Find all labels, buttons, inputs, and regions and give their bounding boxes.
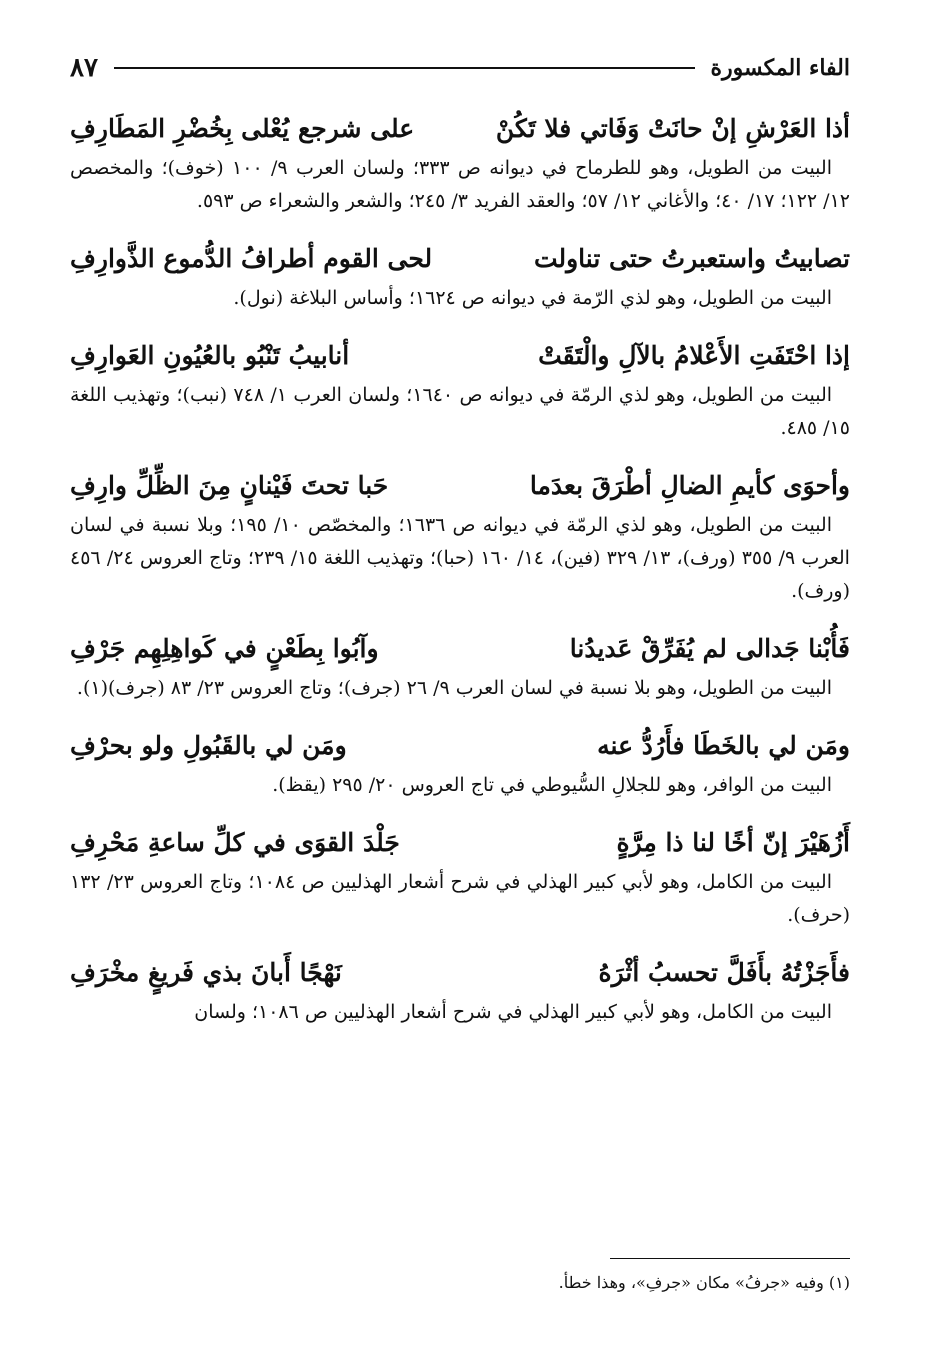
verse-entry (70, 333, 850, 445)
hemistich-second: حَبا تحتَ فَيْنانٍ مِنَ الظِّلِّ وارِفِ (70, 471, 389, 500)
verse-entry (70, 236, 850, 315)
verse-entry (70, 463, 850, 608)
verse (70, 463, 850, 509)
hemistich-first: ومَن لي بالخَطَا فأَرُدُّ عنه (597, 731, 850, 760)
hemistich-second: نَهْجًا أَبانَ بذي فَريغٍ مخْرَفِ (70, 958, 342, 987)
verse-source-note: البيت من الطويل، وهو للطرماح في ديوانه ص ٣٣٣؛ ولسان العرب ٩/ ١٠٠ (خوف)؛ والمخصص ١٢/ ١٢٢؛ ١٧/ ٤٠؛ والأغاني ١٢/ ٥٧؛ والعقد الفريد ٣/ ٢٤٥؛ والشعر والشعراء ص ٥٩٣. (70, 157, 850, 212)
verse (70, 626, 850, 672)
hemistich-second: أنابيبُ تَنْبُو بالعُيُونِ العَوارِفِ (70, 341, 350, 370)
hemistich-second: لحى القوم أطرافُ الدُّموع الذَّوارِفِ (70, 244, 433, 273)
hemistich-first: فَأُبْنا جَدالى لم يُفَرِّقْ عَديدُنا (569, 634, 850, 663)
verse (70, 333, 850, 379)
verse (70, 723, 850, 769)
verse (70, 820, 850, 866)
hemistich-first: أَزُهَيْرَ إنّ أخًا لنا ذا مِرَّةٍ (616, 828, 850, 857)
verse-source-note: البيت من الطويل، وهو لذي الرّمة في ديوانه ص ١٦٢٤؛ وأساس البلاغة (نول). (233, 287, 832, 309)
hemistich-first: فأَجَزْتُهُ بأَفَلَّ تحسبُ أثْرَهُ (598, 958, 850, 987)
hemistich-second: ومَن لي بالقَبُولِ ولو بحرْفِ (70, 731, 347, 760)
verse-source-note: البيت من الكامل، وهو لأبي كبير الهذلي في شرح أشعار الهذليين ص ١٠٨٤؛ وتاج العروس ٢٣/ ١٣٢ (حرف). (70, 871, 850, 926)
verse-entry (70, 626, 850, 705)
hemistich-first: إذا احْتَفَتِ الأَعْلامُ بالآلِ والْتَقَتْ (538, 341, 850, 370)
page-number: ٨٧ (70, 53, 98, 83)
verse-entry (70, 723, 850, 802)
verse-source-note: البيت من الطويل، وهو لذي الرمّة في ديوانه ص ١٦٤٠؛ ولسان العرب ١/ ٧٤٨ (نبب)؛ وتهذيب اللغة ١٥/ ٤٨٥. (70, 384, 850, 439)
verse (70, 950, 850, 996)
verse-entry (70, 820, 850, 932)
hemistich-first: تصابيتُ واستعبرتُ حتى تناولت (533, 244, 850, 273)
chapter-title: الفاء المكسورة (710, 55, 850, 81)
verse-source-note: البيت من الطويل، وهو بلا نسبة في لسان العرب ٩/ ٢٦ (جرف)؛ وتاج العروس ٢٣/ ٨٣ (جرف)(١). (76, 677, 832, 699)
verse-entry (70, 106, 850, 218)
hemistich-second: وآبُوا بِطَعْنٍ في كَواهِلِهِم جَرْفِ (70, 634, 379, 663)
hemistich-second: جَلْدَ القوَى في كلِّ ساعةِ مَحْرِفِ (70, 828, 400, 857)
verse-source-note: البيت من الكامل، وهو لأبي كبير الهذلي في شرح أشعار الهذليين ص ١٠٨٦؛ ولسان (194, 1001, 832, 1023)
verse (70, 106, 850, 152)
hemistich-second: على شرجع يُعْلى بِخُضْرِ المَطَارِفِ (70, 114, 415, 143)
verse-source-note: البيت من الوافر، وهو للجلالِ السُّيوطي في تاج العروس ٢٠/ ٢٩٥ (يقظ). (272, 774, 832, 796)
hemistich-first: أذا العَرْشِ إنْ حانَتْ وَفَاتي فلا تَكُنْ (495, 114, 850, 143)
verse (70, 236, 850, 282)
verse-entry (70, 950, 850, 1029)
verse-source-note: البيت من الطويل، وهو لذي الرمّة في ديوانه ص ١٦٣٦؛ والمخصّص ١٠/ ١٩٥؛ وبلا نسبة في لسان العرب ٩/ ٣٥٥ (ورف)، ١٣/ ٣٢٩ (فين)، ١٤/ ١٦٠ (حبا)؛ وتهذيب اللغة ١٥/ ٢٣٩؛ وتاج العروس ٢٤/ ٤٥٦ (ورف). (70, 514, 850, 602)
running-header (70, 48, 850, 88)
hemistich-first: وأحوَى كأيمِ الضالِ أطْرَقَ بعدَما (529, 471, 850, 500)
footnote-rule (610, 1258, 850, 1259)
page (70, 48, 850, 1029)
header-rule (114, 67, 695, 69)
footnote: (١) وفيه «جرفُ» مكان «جرفِ»، وهذا خطأ. (558, 1273, 850, 1292)
